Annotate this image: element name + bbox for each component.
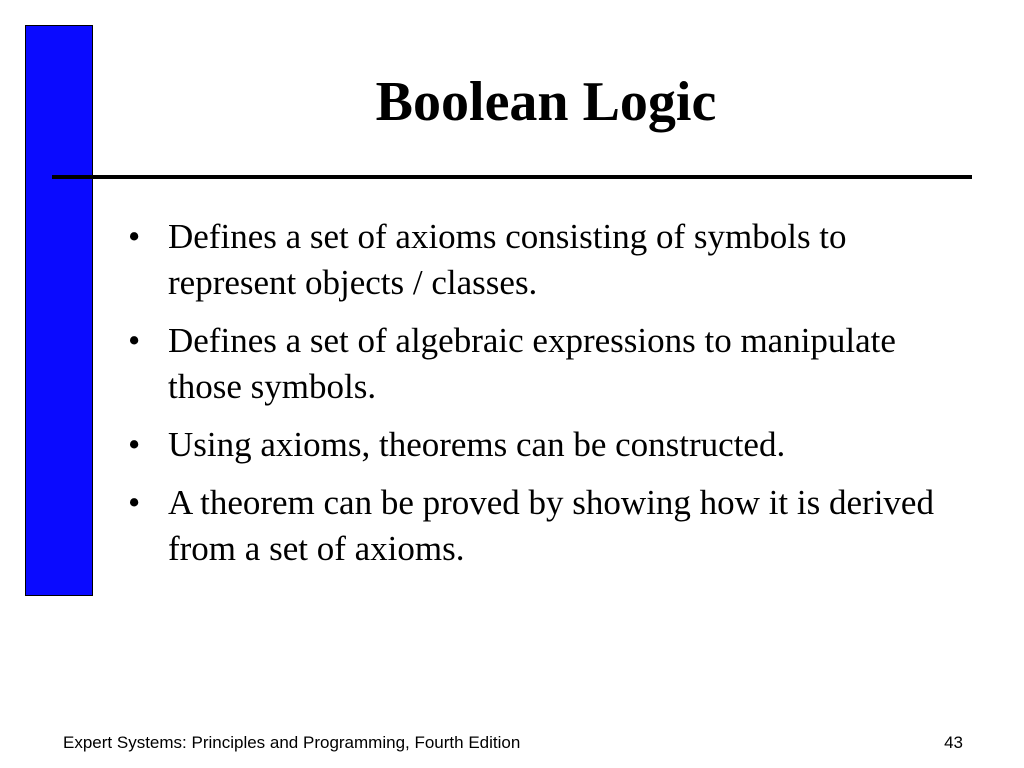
accent-bar: [25, 25, 93, 596]
bullet-list: [168, 214, 968, 584]
title-divider: [52, 175, 972, 179]
bullet-item: • Using axioms, theorems can be constructed.: [168, 422, 968, 468]
bullet-item: • Defines a set of axioms consisting of symbols to represent objects / classes.: [168, 214, 968, 306]
bullet-item: • Defines a set of algebraic expressions to manipulate those symbols.: [168, 318, 968, 410]
bullet-item: • A theorem can be proved by showing how it is derived from a set of axioms.: [168, 480, 968, 572]
page-number: 43: [944, 733, 963, 752]
slide-title: Boolean Logic: [375, 71, 717, 133]
footer-text: Expert Systems: Principles and Programming, Fourth Edition: [63, 733, 521, 752]
